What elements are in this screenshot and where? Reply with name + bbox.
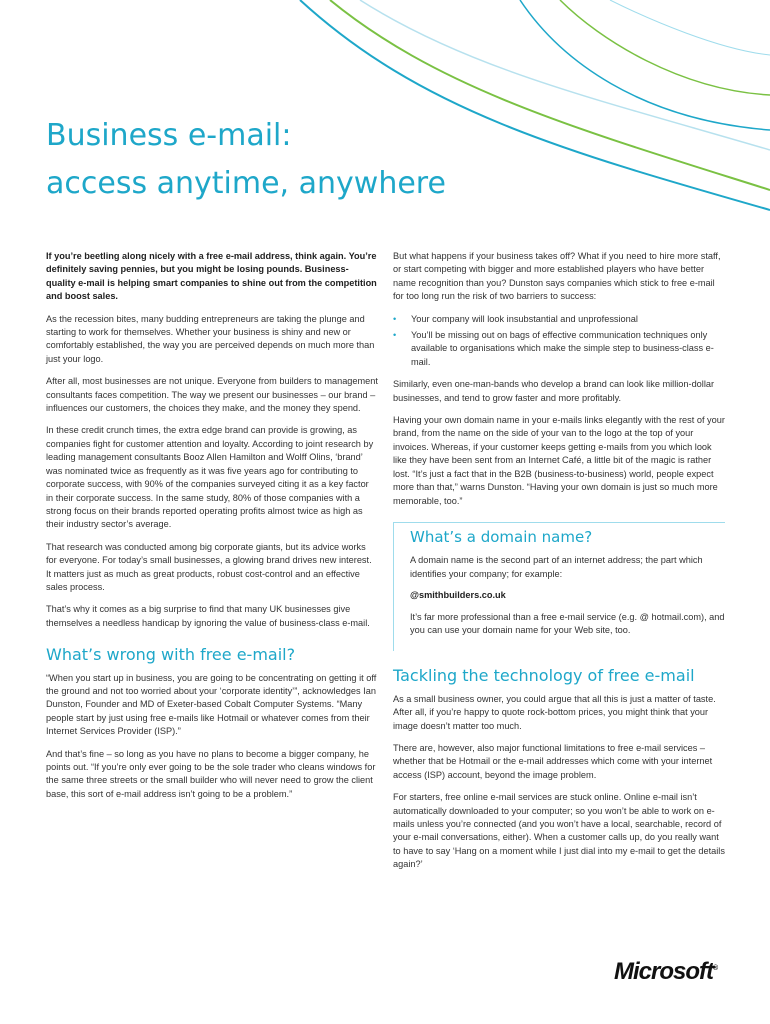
- page-title: [46, 112, 446, 208]
- callout-text: It’s far more professional than a free e-mail service (e.g. @ hotmail.com), and you can use your domain name for your Web site, too.: [410, 611, 725, 635]
- microsoft-logo: Microsoft®: [614, 958, 719, 985]
- bullet-icon: •: [393, 330, 397, 341]
- domain-name-callout: [393, 522, 725, 651]
- body-paragraph: After all, most businesses are not unique. Everyone from builders to management consultants faces competition. The way we present our businesses – our brand – influences our customers, the choices they make, and the money they spend.: [46, 376, 378, 414]
- left-column: [46, 250, 378, 810]
- body-paragraph: As the recession bites, many budding entrepreneurs are taking the plunge and starting to work for themselves. Whether your business is shiny and new or comfortably established, the way you are perceived depends on much more than just your logo.: [46, 313, 375, 364]
- body-paragraph: That research was conducted among big corporate giants, but its advice works for everyone. For today’s small businesses, a glowing brand drives new interest. It matters just as much as great products, robust cost-control and an effective sales process.: [46, 541, 372, 592]
- body-paragraph: And that’s fine – so long as you have no plans to become a bigger company, he points out. “If you’re only ever going to be the sole trader who cleans windows for the same three streets or the small builder who will never need to grow the client base, this sort of e-mail address isn’t going to be a problem.”: [46, 748, 376, 799]
- right-column: [393, 250, 725, 881]
- bullet-icon: •: [393, 313, 397, 324]
- body-paragraph: In these credit crunch times, the extra edge brand can provide is growing, as companies fight for customer attention and loyalty. According to joint research by leading management consultants Booz Allen Hamilton and Wolff Olins, ‘brand’ was nominated twice as frequently as it was five years ago for contributing to corporate success, with 90% of the companies surveyed citing it as a key factor in their corporate success. In the same study, 80% of those companies with a strong focus on their brands reported operating profits almost twice as high as their industry sector’s average.: [46, 425, 374, 530]
- body-paragraph: But what happens if your business takes off? What if you need to hire more staff, or start competing with bigger and more established players who have better name recognition than you? Dunston says companies which stick to free e-mail for too long run the risk of two barriers to success:: [393, 251, 721, 302]
- section-heading-free-email: What’s wrong with free e-mail?: [46, 645, 296, 665]
- body-paragraph: “When you start up in business, you are going to be concentrating on getting it off the ground and not too worried about your ‘corporate identity’”, acknowledges Ian Dunston, Founder and MD of Exeter-based Cobalt Computer Systems. “Many people start by just using free e-mails like Hotmail or whatever comes from their Internet Services Provider (ISP).”: [46, 672, 377, 737]
- body-paragraph: That’s why it comes as a big surprise to find that many UK businesses give themselves a needless handicap by ignoring the value of business-class e-mail.: [46, 604, 370, 628]
- callout-heading: What’s a domain name?: [410, 527, 593, 546]
- body-paragraph: For starters, free online e-mail services are stuck online. Online e-mail isn’t automatically downloaded to your computer; so you won’t be able to work on e-mails unless you’re connected (and you won’t have a local, searchable, record of your e-mail conversations, either). When a customer calls up, do you really want to have to say ‘Hang on a moment while I just dial into my e-mail to get the details again?’: [393, 792, 725, 870]
- lead-paragraph: If you’re beetling along nicely with a free e-mail address, think again. You’re definitely saving pennies, but you might be losing pounds. Business-quality e-mail is helping smart companies to shine out from the competition and boost sales.: [46, 251, 377, 302]
- list-item: • Your company will look insubstantial and unprofessional: [411, 313, 725, 326]
- body-paragraph: Similarly, even one-man-bands who develop a brand can look like million-dollar businesses, and tend to grow faster and more profitably.: [393, 379, 715, 403]
- title-line-1: Business e-mail:: [46, 118, 292, 153]
- body-paragraph: As a small business owner, you could argue that all this is just a matter of taste. After all, if you’re happy to quote rock-bottom prices, you might think that your image doesn’t matter too much.: [393, 693, 716, 731]
- example-domain: @smithbuilders.co.uk: [410, 590, 506, 601]
- section-heading-technology: Tackling the technology of free e-mail: [393, 666, 695, 686]
- list-item: • You’ll be missing out on bags of effective communication techniques only available to organisations which make the simple step to business-class e-mail.: [393, 330, 714, 367]
- body-paragraph: There are, however, also major functional limitations to free e-mail services – whether that be Hotmail or the e-mail addresses which come with your internet access (ISP) account, beyond the image problem.: [393, 742, 713, 780]
- body-paragraph: Having your own domain name in your e-mails links elegantly with the rest of your brand, from the name on the side of your van to the logo at the top of your invoices. Whereas, if your customer keeps getting e-mails from you which look like they have been sent from an Internet Café, a little bit of the magic is rather lost. “It’s just a fact that in the B2B (business-to-business) world, people expect more than that,” warns Dunston. “Having your own domain is just so much more memorable, too.”: [393, 415, 725, 506]
- title-line-2: access anytime, anywhere: [46, 166, 446, 201]
- barrier-list: [393, 313, 725, 370]
- callout-text: A domain name is the second part of an internet address; the part which identifies your company; for example:: [410, 555, 703, 579]
